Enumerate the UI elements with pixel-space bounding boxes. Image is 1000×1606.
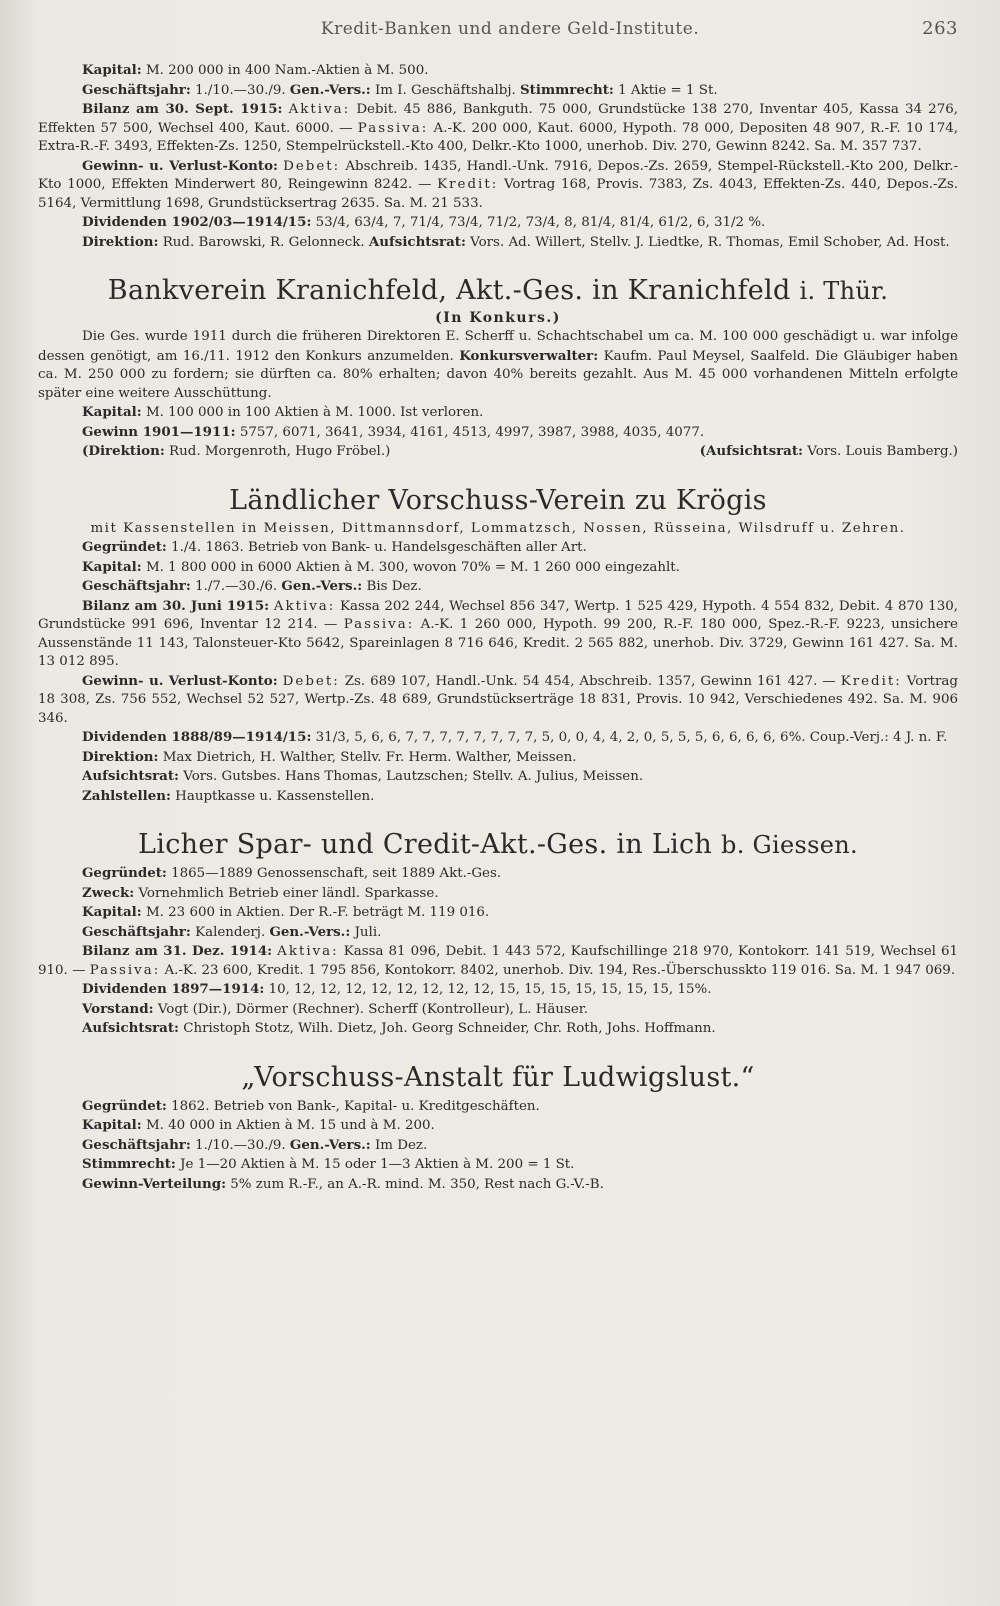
zahlstellen-line: Zahlstellen: Hauptkasse u. Kassenstellen. [82, 787, 375, 804]
kapital-line: Kapital: M. 100 000 in 100 Aktien à M. 1000. Ist verloren. [82, 404, 484, 420]
running-head-title: Kredit-Banken und andere Geld-Institute. [320, 19, 700, 39]
kapital-line: Kapital: M. 200 000 in 400 Nam.-Aktien à M. 500. [82, 62, 429, 78]
direktion-line: (Direktion: Rud. Morgenroth, Hugo Fröbel.) (Aufsichtsrat: Vors. Louis Bamberg.) [82, 443, 958, 459]
section-title-bankverein-kranichfeld: Bankverein Kranichfeld, Akt.-Ges. in Kranichfeld i. Thür. [107, 275, 889, 306]
gewinn-verteilung-line: Gewinn-Verteilung: 5% zum R.-F., an A.-R. mind. M. 350, Rest nach G.-V.-B. [82, 1175, 604, 1192]
section-subtitle-konkurs: (In Konkurs.) [435, 310, 561, 326]
guv-paragraph: Gewinn- u. Verlust-Konto: Debet: Abschreib. 1435, Handl.-Unk. 7916, Depos.-Zs. 2659, Stempel-Rückstell.-Kto 200, Delkr.-Kto 1000, Effekten Minderwert 80, Reingewinn 8242. — Kredit: Vortrag 168, Provis. 7383, Zs. 4043, Effekten-Zs. 440, Depos.-Zs. 5164, Vermittlung 1698, Grundstücksertrag 2635. Sa. M. 21 533. [38, 157, 958, 211]
page-number: 263 [922, 18, 958, 39]
aufsichtsrat-line: Aufsichtsrat: Christoph Stotz, Wilh. Dietz, Joh. Georg Schneider, Chr. Roth, Johs. Hoffmann. [82, 1020, 716, 1036]
dividenden-line: Dividenden 1897—1914: 10, 12, 12, 12, 12, 12, 12, 12, 12, 15, 15, 15, 15, 15, 15, 15, 15%. [82, 981, 712, 997]
bilanz-paragraph: Bilanz am 30. Juni 1915: Aktiva: Kassa 202 244, Wechsel 856 347, Wertp. 1 525 429, Hypoth. 4 554 832, Debit. 4 870 130, Grundstücke 991 696, Inventar 12 214. — Passiva: A.-K. 1 260 000, Hypoth. 99 200, R.-F. 180 000, Spez.-R.-F. 9223, unsichere Aussenstände 11 143, Talonsteuer-Kto 5642, Spareinlagen 8 716 646, Kredit. 2 565 882, unerhob. Div. 3729, Gewinn 161 427. Sa. M. 13 012 895. [38, 597, 959, 669]
direktion-line: Direktion: Rud. Barowski, R. Gelonneck. Aufsichtsrat: Vors. Ad. Willert, Stellv. J. Liedtke, R. Thomas, Emil Schober, Ad. Host. [82, 233, 950, 250]
zweck-line: Zweck: Vornehmlich Betrieb einer ländl. Sparkasse. [82, 884, 439, 901]
bilanz-paragraph: Bilanz am 30. Sept. 1915: Aktiva: Debit. 45 886, Bankguth. 75 000, Grundstücke 138 270, Inventar 405, Kassa 34 276, Effekten 57 500, Wechsel 400, Kaut. 6000. — Passiva: A.-K. 200 000, Kaut. 6000, Hypoth. 78 000, Depositen 48 907, R.-F. 10 174, Extra-R.-F. 3493, Effekten-Zs. 1250, Stempelrückstell.-Kto 400, Delkr.-Kto 1000, unerhob. Div. 270, Gewinn 8242. Sa. M. 357 737. [38, 101, 958, 154]
bilanz-paragraph: Bilanz am 31. Dez. 1914: Aktiva: Kassa 81 096, Debit. 1 443 572, Kaufschillinge 218 970, Kontokorr. 141 519, Wechsel 61 910. — Passiva: A.-K. 23 600, Kredit. 1 795 856, Kontokorr. 8402, unerhob. Div. 194, Res.-Überschusskto 119 016. Sa. M. 1 947 069. [38, 943, 958, 978]
section-ludwigslust [38, 1097, 958, 1195]
section-licher [38, 864, 958, 1039]
direktion-line: Direktion: Max Dietrich, H. Walther, Stellv. Fr. Herm. Walther, Meissen. [82, 748, 577, 765]
aufsichtsrat-line: Aufsichtsrat: Vors. Gutsbes. Hans Thomas, Lautzschen; Stellv. A. Julius, Meissen. [82, 768, 644, 784]
section-continuation [38, 61, 958, 252]
geschaeftsjahr-line: Geschäftsjahr: 1./10.—30./9. Gen.-Vers.: Im I. Geschäftshalbj. Stimmrecht: 1 Aktie = 1 St. [82, 81, 718, 98]
geschaeftsjahr-line: Geschäftsjahr: Kalenderj. Gen.-Vers.: Juli. [82, 923, 382, 940]
section-subtitle-kassenstellen: mit Kassenstellen in Meissen, Dittmannsdorf, Lommatzsch, Nossen, Rüsseina, Wilsdruff u. Zehren. [90, 520, 906, 536]
gegruendet-line: Gegründet: 1./4. 1863. Betrieb von Bank- u. Handelsgeschäften aller Art. [82, 539, 587, 555]
section-bankverein-kranichfeld [38, 328, 958, 462]
gegruendet-line: Gegründet: 1862. Betrieb von Bank-, Kapital- u. Kreditgeschäften. [82, 1097, 540, 1114]
kapital-line: Kapital: M. 23 600 in Aktien. Der R.-F. beträgt M. 119 016. [82, 904, 490, 920]
section-title-krogis: Ländlicher Vorschuss-Verein zu Krögis [229, 484, 767, 516]
section-title-ludwigslust: „Vorschuss-Anstalt für Ludwigslust.“ [241, 1061, 755, 1093]
vorstand-line: Vorstand: Vogt (Dir.), Dörmer (Rechner). Scherff (Kontrolleur), L. Häuser. [82, 1000, 588, 1017]
dividenden-line: Dividenden 1888/89—1914/15: 31/3, 5, 6, 6, 7, 7, 7, 7, 7, 7, 7, 7, 5, 0, 0, 4, 4, 2, 0, 5, 5, 5, 6, 6, 6, 6, 6%. Coup.-Verj.: 4 J. n. F. [82, 729, 948, 745]
geschaeftsjahr-line: Geschäftsjahr: 1./10.—30./9. Gen.-Vers.: Im Dez. [82, 1136, 428, 1153]
kapital-line: Kapital: M. 1 800 000 in 6000 Aktien à M. 300, wovon 70% = M. 1 260 000 eingezahlt. [82, 558, 680, 575]
gegruendet-line: Gegründet: 1865—1889 Genossenschaft, seit 1889 Akt.-Ges. [82, 865, 502, 881]
geschaeftsjahr-line: Geschäftsjahr: 1./7.—30./6. Gen.-Vers.: Bis Dez. [82, 578, 422, 594]
section-krogis [38, 520, 958, 807]
dividenden-line: Dividenden 1902/03—1914/15: 53/4, 63/4, 7, 71/4, 73/4, 71/2, 73/4, 8, 81/4, 81/4, 61/2, 6, 31/2 %. [82, 214, 766, 230]
section-title-licher: Licher Spar- und Credit-Akt.-Ges. in Lich b. Giessen. [138, 829, 858, 860]
kapital-line: Kapital: M. 40 000 in Aktien à M. 15 und à M. 200. [82, 1117, 435, 1133]
gewinn-line: Gewinn 1901—1911: 5757, 6071, 3641, 3934, 4161, 4513, 4997, 3987, 3988, 4035, 4077. [82, 423, 705, 440]
stimmrecht-line: Stimmrecht: Je 1—20 Aktien à M. 15 oder 1—3 Aktien à M. 200 = 1 St. [82, 1156, 575, 1172]
intro-paragraph: Die Ges. wurde 1911 durch die früheren Direktoren E. Scherff u. Schachtschabel um ca. M. 100 000 geschädigt u. war infolge dessen genötigt, am 16./11. 1912 den Konkurs anzumelden. Konkursverwalter: Kaufm. Paul Meysel, Saalfeld. Die Gläubiger haben ca. M. 250 000 zu fordern; sie dürften ca. 80% erhalten; davon 40% bereits gezahlt. Aus M. 45 000 vorhandenen Mitteln erfolgte später eine weitere Ausschüttung. [38, 329, 958, 401]
guv-paragraph: Gewinn- u. Verlust-Konto: Debet: Zs. 689 107, Handl.-Unk. 54 454, Abschreib. 1357, Gewinn 161 427. — Kredit: Vortrag 18 308, Zs. 756 552, Wechsel 52 527, Wertp.-Zs. 48 689, Grundstückserträge 18 831, Provis. 10 942, Verschiedenes 492. Sa. M. 906 346. [38, 672, 958, 726]
running-head [38, 18, 958, 39]
